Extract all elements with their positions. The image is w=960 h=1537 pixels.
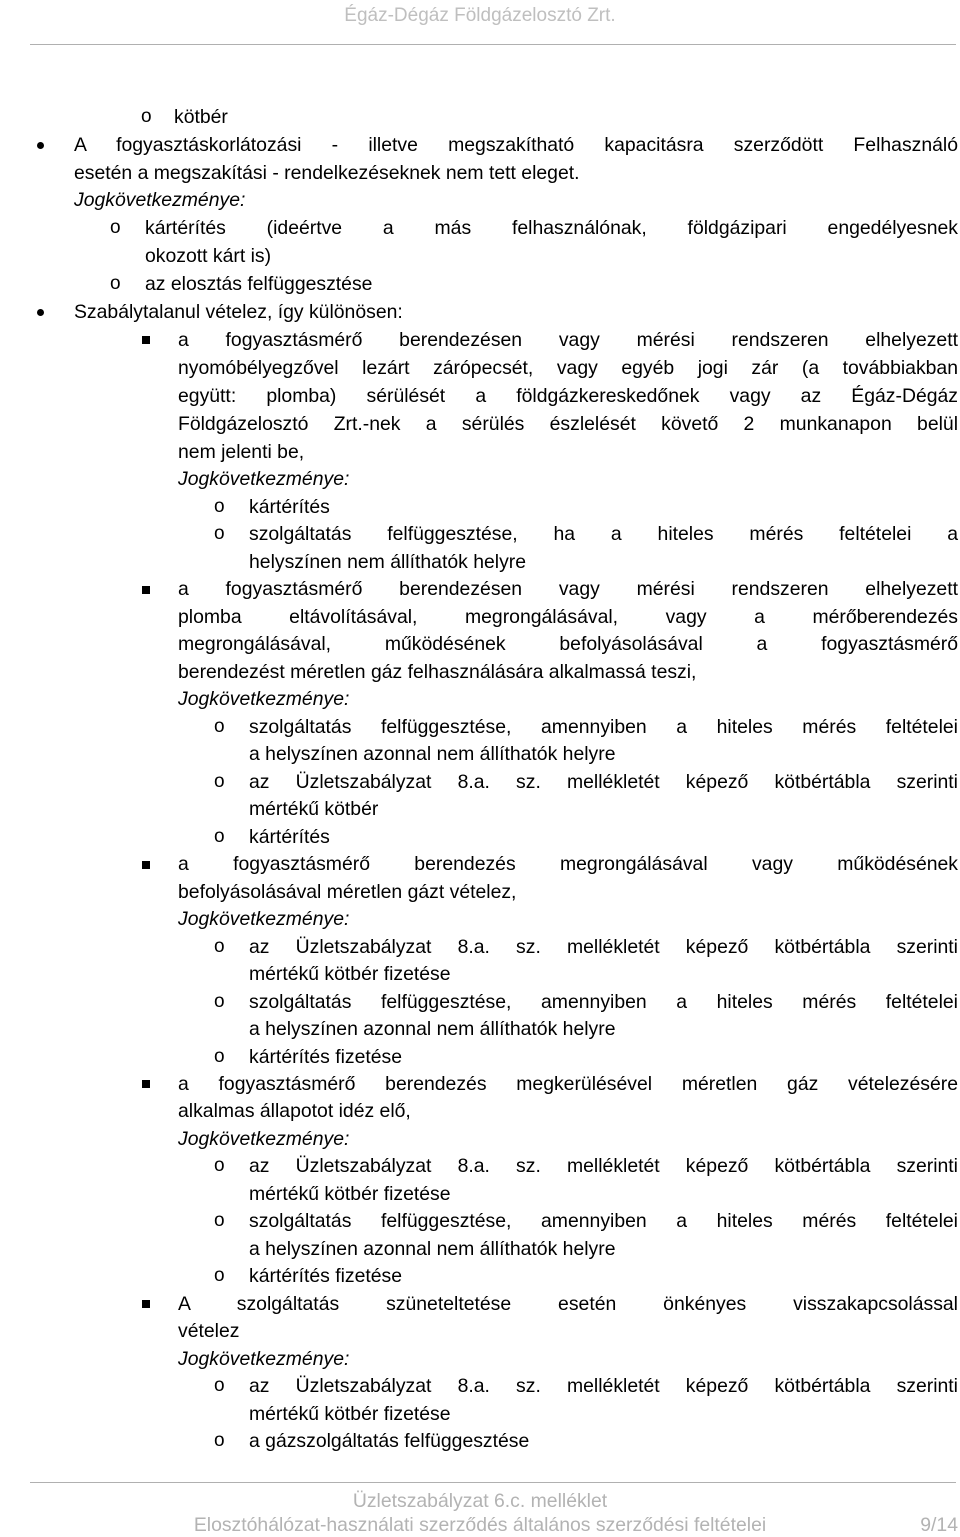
text-line: A fogyasztáskorlátozási - illetve megszakítható kapacitásra szerződött Felhasználó bbox=[74, 134, 958, 156]
consequence-label: Jogkövetkezménye: bbox=[178, 468, 350, 490]
text-line: kártérítés fizetése bbox=[249, 1046, 403, 1068]
text-line: az Üzletszabályzat 8.a. sz. mellékletét képező kötbértábla szerinti bbox=[249, 771, 958, 793]
text-line: helyszínen nem állíthatók helyre bbox=[249, 551, 527, 573]
consequence-label: Jogkövetkezménye: bbox=[178, 688, 350, 710]
text-line: alkalmas állapotot idéz elő, bbox=[178, 1100, 411, 1122]
text-line: a fogyasztásmérő berendezés megrongálásával vagy működésének bbox=[178, 853, 958, 875]
text-line: az Üzletszabályzat 8.a. sz. mellékletét képező kötbértábla szerinti bbox=[249, 1375, 958, 1397]
text-line: kártérítés fizetése bbox=[249, 1265, 403, 1287]
text-line: a helyszínen azonnal nem állíthatók helyre bbox=[249, 1018, 616, 1040]
text-line: A szolgáltatás szüneteltetése esetén önkényes visszakapcsolással bbox=[178, 1293, 958, 1315]
text-line: kártérítés bbox=[249, 496, 330, 518]
text-line: Földgázelosztó Zrt.-nek a sérülés észlelését követő 2 munkanapon belül bbox=[178, 413, 958, 435]
header-divider bbox=[30, 44, 956, 45]
text-line: az elosztás felfüggesztése bbox=[145, 273, 373, 295]
consequence-label: Jogkövetkezménye: bbox=[178, 908, 350, 930]
text-line: szolgáltatás felfüggesztése, amennyiben a hiteles mérés feltételei bbox=[249, 716, 958, 738]
text-line: nem jelenti be, bbox=[178, 441, 305, 463]
page-header: Égáz-Dégáz Földgázelosztó Zrt. bbox=[344, 5, 616, 26]
circle-bullet-icon: o bbox=[214, 496, 225, 517]
text-line: a fogyasztásmérő berendezés megkerülésével méretlen gáz vételezésére bbox=[178, 1073, 958, 1095]
text-line: a gázszolgáltatás felfüggesztése bbox=[249, 1430, 530, 1452]
square-bullet-icon bbox=[142, 1080, 150, 1088]
text-line: a helyszínen azonnal nem állíthatók helyre bbox=[249, 1238, 616, 1260]
text-line: az Üzletszabályzat 8.a. sz. mellékletét képező kötbértábla szerinti bbox=[249, 936, 958, 958]
text-line: a fogyasztásmérő berendezésen vagy mérési rendszeren elhelyezett bbox=[178, 329, 958, 351]
text-line: esetén a megszakítási - rendelkezéseknek nem tett eleget. bbox=[74, 162, 580, 184]
circle-bullet-icon: o bbox=[214, 716, 225, 737]
text-line: okozott kárt is) bbox=[145, 245, 272, 267]
text-line: megrongálásával, működésének befolyásolásával a fogyasztásmérő bbox=[178, 633, 958, 655]
consequence-label: Jogkövetkezménye: bbox=[74, 189, 246, 211]
text-line: berendezést méretlen gáz felhasználására alkalmassá teszi, bbox=[178, 661, 697, 683]
text-line: mértékű kötbér fizetése bbox=[249, 963, 451, 985]
text-line: plomba eltávolításával, megrongálásával, vagy a mérőberendezés bbox=[178, 606, 958, 628]
text-line: a helyszínen azonnal nem állíthatók helyre bbox=[249, 743, 616, 765]
circle-bullet-icon: o bbox=[214, 523, 225, 544]
circle-bullet-icon: o bbox=[110, 273, 121, 294]
bullet-dot-icon bbox=[37, 309, 44, 316]
bullet-dot-icon bbox=[37, 142, 44, 149]
text-line: Szabálytalanul vételez, így különösen: bbox=[74, 301, 403, 323]
circle-bullet-icon: o bbox=[214, 826, 225, 847]
circle-bullet-icon: o bbox=[214, 1155, 225, 1176]
text-line: nyomóbélyegzővel lezárt zárópecsét, vagy egyéb jogi zár (a továbbiakban bbox=[178, 357, 958, 379]
circle-bullet-icon: o bbox=[214, 1265, 225, 1286]
page-number: 9/14 bbox=[920, 1514, 958, 1536]
circle-bullet-icon: o bbox=[214, 1046, 225, 1067]
text-line: mértékű kötbér fizetése bbox=[249, 1183, 451, 1205]
text-line: a fogyasztásmérő berendezésen vagy mérési rendszeren elhelyezett bbox=[178, 578, 958, 600]
footer-title: Elosztóhálózat-használati szerződés általános szerződési feltételei bbox=[193, 1514, 767, 1536]
text-line: befolyásolásával méretlen gázt vételez, bbox=[178, 881, 517, 903]
text-line: szolgáltatás felfüggesztése, ha a hiteles mérés feltételei a bbox=[249, 523, 958, 545]
text-line: az Üzletszabályzat 8.a. sz. mellékletét képező kötbértábla szerinti bbox=[249, 1155, 958, 1177]
circle-bullet-icon: o bbox=[110, 217, 121, 238]
text-line: mértékű kötbér bbox=[249, 798, 379, 820]
footer-divider bbox=[30, 1482, 956, 1483]
circle-bullet-icon: o bbox=[214, 771, 225, 792]
circle-bullet-icon: o bbox=[214, 1430, 225, 1451]
text-line: kártérítés (ideértve a más felhasználónak, földgázipari engedélyesnek bbox=[145, 217, 958, 239]
circle-bullet-icon: o bbox=[214, 1210, 225, 1231]
text-line: kártérítés bbox=[249, 826, 330, 848]
consequence-label: Jogkövetkezménye: bbox=[178, 1128, 350, 1150]
square-bullet-icon bbox=[142, 586, 150, 594]
text-line: mértékű kötbér fizetése bbox=[249, 1403, 451, 1425]
text-line: kötbér bbox=[174, 106, 228, 128]
square-bullet-icon bbox=[142, 1300, 150, 1308]
footer-annex: Üzletszabályzat 6.c. melléklet bbox=[352, 1490, 608, 1512]
circle-bullet-icon: o bbox=[141, 106, 152, 127]
text-line: együtt: plomba) sérülését a földgázkereskedőnek vagy az Égáz-Dégáz bbox=[178, 385, 958, 407]
square-bullet-icon bbox=[142, 336, 150, 344]
square-bullet-icon bbox=[142, 861, 150, 869]
consequence-label: Jogkövetkezménye: bbox=[178, 1348, 350, 1370]
text-line: vételez bbox=[178, 1320, 240, 1342]
circle-bullet-icon: o bbox=[214, 1375, 225, 1396]
text-line: szolgáltatás felfüggesztése, amennyiben a hiteles mérés feltételei bbox=[249, 1210, 958, 1232]
circle-bullet-icon: o bbox=[214, 936, 225, 957]
circle-bullet-icon: o bbox=[214, 991, 225, 1012]
text-line: szolgáltatás felfüggesztése, amennyiben a hiteles mérés feltételei bbox=[249, 991, 958, 1013]
